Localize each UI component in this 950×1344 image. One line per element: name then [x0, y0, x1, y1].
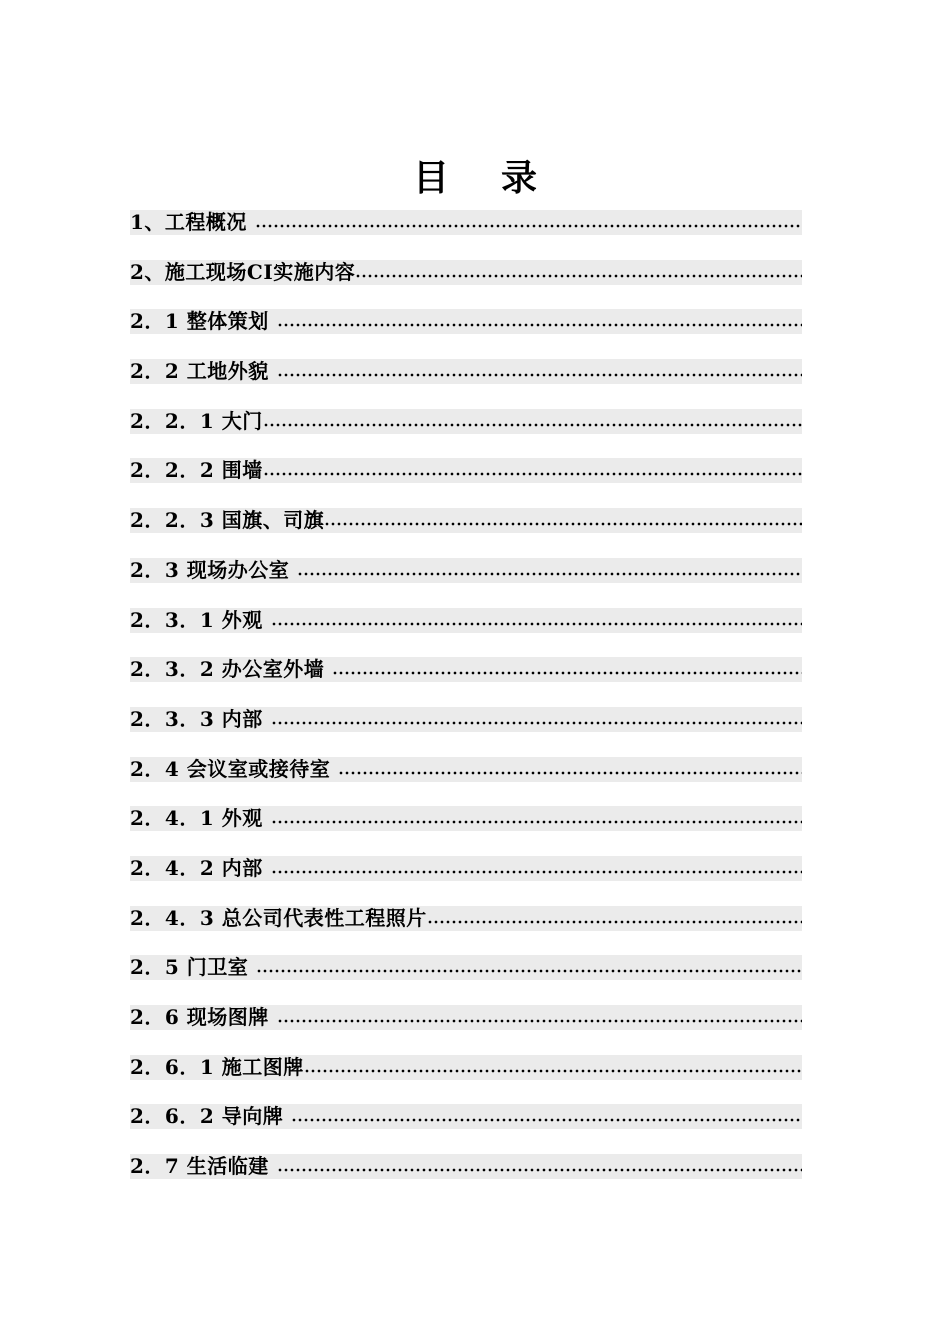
toc-entry-label: 2．3．1 外观	[130, 607, 263, 632]
toc-dot-leader	[324, 508, 802, 533]
toc-entry[interactable]	[130, 955, 802, 980]
toc-entry[interactable]	[130, 260, 802, 285]
toc-entry-label: 2．2．2 围墙	[130, 458, 263, 483]
toc-entry-label: 2．2 工地外貌	[130, 359, 269, 384]
toc-entry-label: 2．6．2 导向牌	[130, 1104, 284, 1129]
toc-entry-label: 2．3 现场办公室	[130, 557, 290, 582]
toc-dot-leader	[271, 806, 802, 831]
toc-entry-label: 2．5 门卫室	[130, 955, 249, 980]
toc-dot-leader	[271, 707, 802, 732]
table-of-contents	[130, 210, 802, 1204]
toc-dot-leader	[255, 210, 802, 235]
toc-dot-leader	[291, 1104, 802, 1129]
toc-entry-label: 2．6．1 施工图牌	[130, 1054, 304, 1079]
toc-entry-label: 2．6 现场图牌	[130, 1005, 269, 1029]
toc-entry[interactable]	[130, 458, 802, 483]
toc-entry[interactable]	[130, 359, 802, 384]
toc-entry[interactable]	[130, 1005, 802, 1030]
toc-dot-leader	[427, 906, 802, 931]
toc-dot-leader	[256, 955, 802, 980]
toc-entry[interactable]	[130, 558, 802, 583]
toc-entry[interactable]	[130, 508, 802, 533]
toc-entry-label: 2．3．2 办公室外墙	[130, 657, 325, 682]
toc-dot-leader	[277, 309, 802, 334]
toc-dot-leader	[263, 409, 802, 434]
toc-entry-label: 2、施工现场CI实施内容	[130, 259, 356, 284]
toc-dot-leader	[332, 657, 802, 682]
toc-entry-label: 2．7 生活临建	[130, 1154, 269, 1179]
toc-dot-leader	[271, 608, 802, 633]
toc-entry-label: 2．4．3 总公司代表性工程照片	[130, 905, 427, 930]
toc-entry[interactable]	[130, 806, 802, 831]
toc-entry-label: 2．3．3 内部	[130, 706, 263, 731]
toc-entry-label: 2．2．3 国旗、司旗	[130, 508, 325, 533]
toc-entry-label: 2．4．1 外观	[130, 806, 263, 831]
toc-dot-leader	[277, 1005, 802, 1030]
page-title	[0, 150, 950, 201]
toc-entry[interactable]	[130, 1104, 802, 1129]
toc-dot-leader	[297, 558, 802, 583]
toc-entry[interactable]	[130, 906, 802, 931]
toc-dot-leader	[355, 260, 802, 285]
page-title-char-1: 目	[412, 157, 449, 199]
toc-entry-label: 2．4．2 内部	[130, 855, 263, 880]
toc-dot-leader	[304, 1055, 802, 1080]
toc-entry-label: 2．2．1 大门	[130, 408, 263, 433]
toc-entry[interactable]	[130, 608, 802, 633]
toc-dot-leader	[277, 359, 802, 384]
toc-entry[interactable]	[130, 1055, 802, 1080]
toc-entry[interactable]	[130, 657, 802, 682]
toc-dot-leader	[277, 1154, 802, 1179]
page-title-char-2: 录	[501, 157, 538, 199]
toc-entry[interactable]	[130, 856, 802, 881]
toc-entry[interactable]	[130, 1154, 802, 1179]
toc-dot-leader	[271, 856, 802, 881]
toc-entry-label: 2．4 会议室或接待室	[130, 756, 331, 781]
toc-entry[interactable]	[130, 210, 802, 235]
toc-dot-leader	[263, 458, 802, 483]
toc-entry[interactable]	[130, 409, 802, 434]
toc-entry[interactable]	[130, 707, 802, 732]
toc-dot-leader	[338, 757, 802, 782]
toc-entry[interactable]	[130, 309, 802, 334]
toc-entry-label: 2．1 整体策划	[130, 309, 269, 334]
toc-entry-label: 1、工程概况	[130, 210, 247, 234]
toc-entry[interactable]	[130, 757, 802, 782]
